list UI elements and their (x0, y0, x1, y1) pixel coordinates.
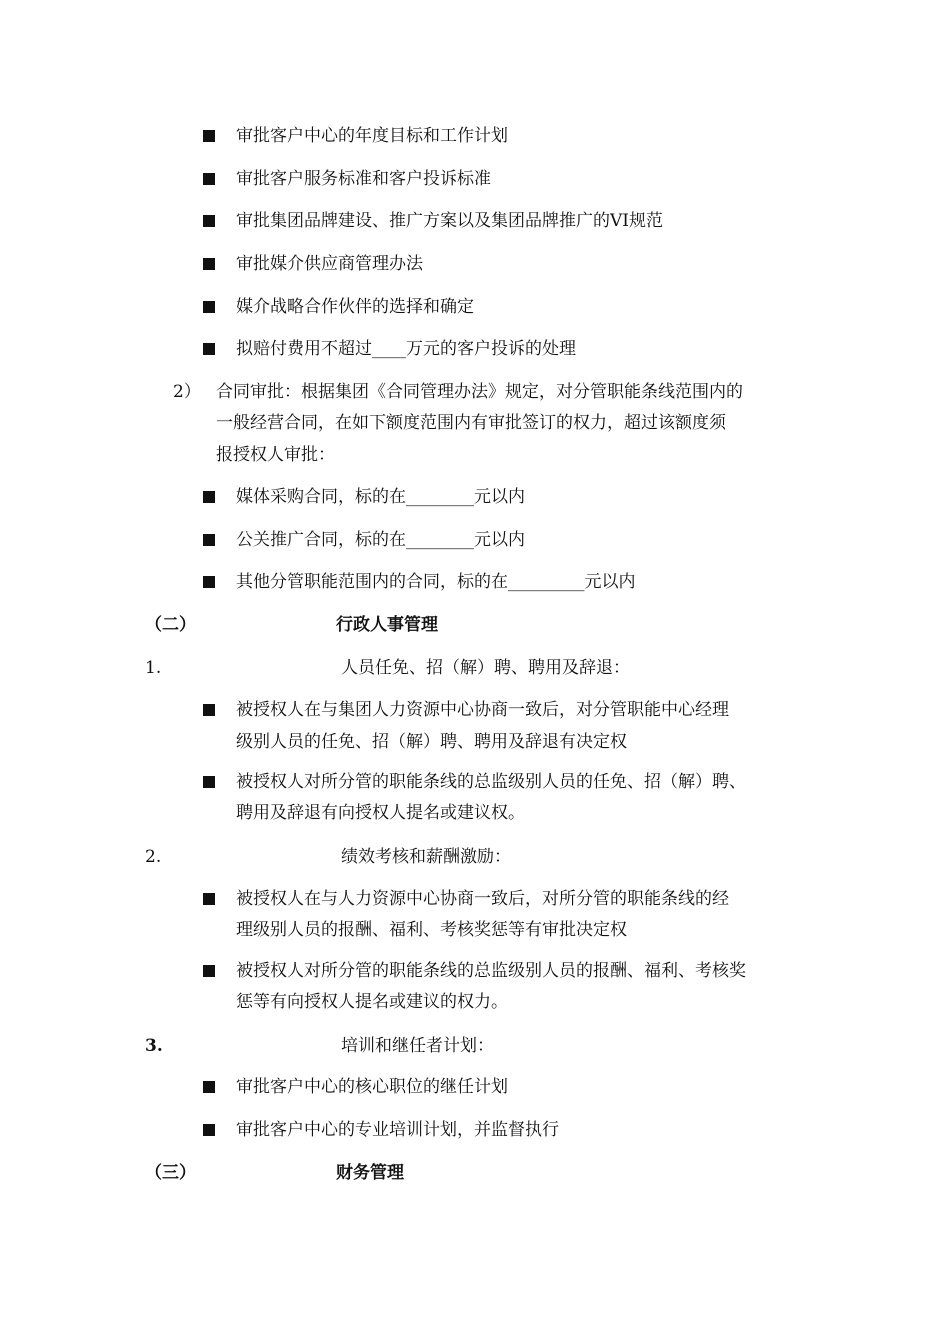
list-item-text: 被授权人在与人力资源中心协商一致后，对所分管的职能条线的经 (236, 889, 729, 909)
section-title: 财务管理 (336, 1163, 404, 1183)
paragraph-line: 报授权人审批： (216, 445, 335, 465)
bullet-icon (203, 491, 215, 503)
paragraph-line: 合同审批：根据集团《合同管理办法》规定，对分管职能条线范围内的 (216, 382, 743, 402)
list-item-text: 审批媒介供应商管理办法 (236, 254, 423, 274)
list-item-text: 审批客户中心的专业培训计划，并监督执行 (236, 1120, 559, 1140)
list-item-text: 媒体采购合同，标的在________元以内 (236, 487, 525, 507)
paragraph-line: 一般经营合同，在如下额度范围内有审批签订的权力，超过该额度须 (216, 413, 726, 433)
list-item-text: 媒介战略合作伙伴的选择和确定 (236, 297, 474, 317)
subsection-number: 3. (145, 1036, 163, 1056)
section-number: （三） (145, 1163, 196, 1183)
bullet-icon (203, 704, 215, 716)
bullet-icon (203, 258, 215, 270)
bullet-icon (203, 343, 215, 355)
list-item-text: 其他分管职能范围内的合同，标的在_________元以内 (236, 572, 636, 592)
list-item-text: 级别人员的任免、招（解）聘、聘用及辞退有决定权 (236, 732, 627, 752)
subsection-number: 1. (145, 658, 162, 678)
subsection-number: 2. (145, 847, 162, 867)
list-item-text: 审批客户服务标准和客户投诉标准 (236, 169, 491, 189)
bullet-icon (203, 534, 215, 546)
list-item-text: 被授权人对所分管的职能条线的总监级别人员的报酬、福利、考核奖 (236, 961, 746, 981)
list-item-text: 理级别人员的报酬、福利、考核奖惩等有审批决定权 (236, 920, 627, 940)
list-item-text: 公关推广合同，标的在________元以内 (236, 530, 525, 550)
list-item-text: 惩等有向授权人提名或建议的权力。 (236, 992, 508, 1012)
item-number: 2） (173, 382, 201, 402)
list-item-text: 审批集团品牌建设、推广方案以及集团品牌推广的VI规范 (236, 211, 663, 231)
bullet-icon (203, 576, 215, 588)
list-item-text: 被授权人在与集团人力资源中心协商一致后，对分管职能中心经理 (236, 700, 729, 720)
bullet-icon (203, 893, 215, 905)
subsection-title: 人员任免、招（解）聘、聘用及辞退： (341, 658, 630, 678)
bullet-icon (203, 965, 215, 977)
bullet-icon (203, 776, 215, 788)
list-item-text: 被授权人对所分管的职能条线的总监级别人员的任免、招（解）聘、 (236, 772, 746, 792)
list-item-text: 聘用及辞退有向授权人提名或建议权。 (236, 803, 525, 823)
section-title: 行政人事管理 (336, 615, 438, 635)
bullet-icon (203, 1081, 215, 1093)
bullet-icon (203, 215, 215, 227)
list-item-text: 审批客户中心的核心职位的继任计划 (236, 1077, 508, 1097)
bullet-icon (203, 301, 215, 313)
subsection-title: 绩效考核和薪酬激励： (341, 847, 511, 867)
bullet-icon (203, 173, 215, 185)
bullet-icon (203, 1124, 215, 1136)
bullet-icon (203, 130, 215, 142)
list-item-text: 拟赔付费用不超过____万元的客户投诉的处理 (236, 339, 576, 359)
section-number: （二） (145, 615, 196, 635)
subsection-title: 培训和继任者计划： (341, 1036, 494, 1056)
list-item-text: 审批客户中心的年度目标和工作计划 (236, 126, 508, 146)
